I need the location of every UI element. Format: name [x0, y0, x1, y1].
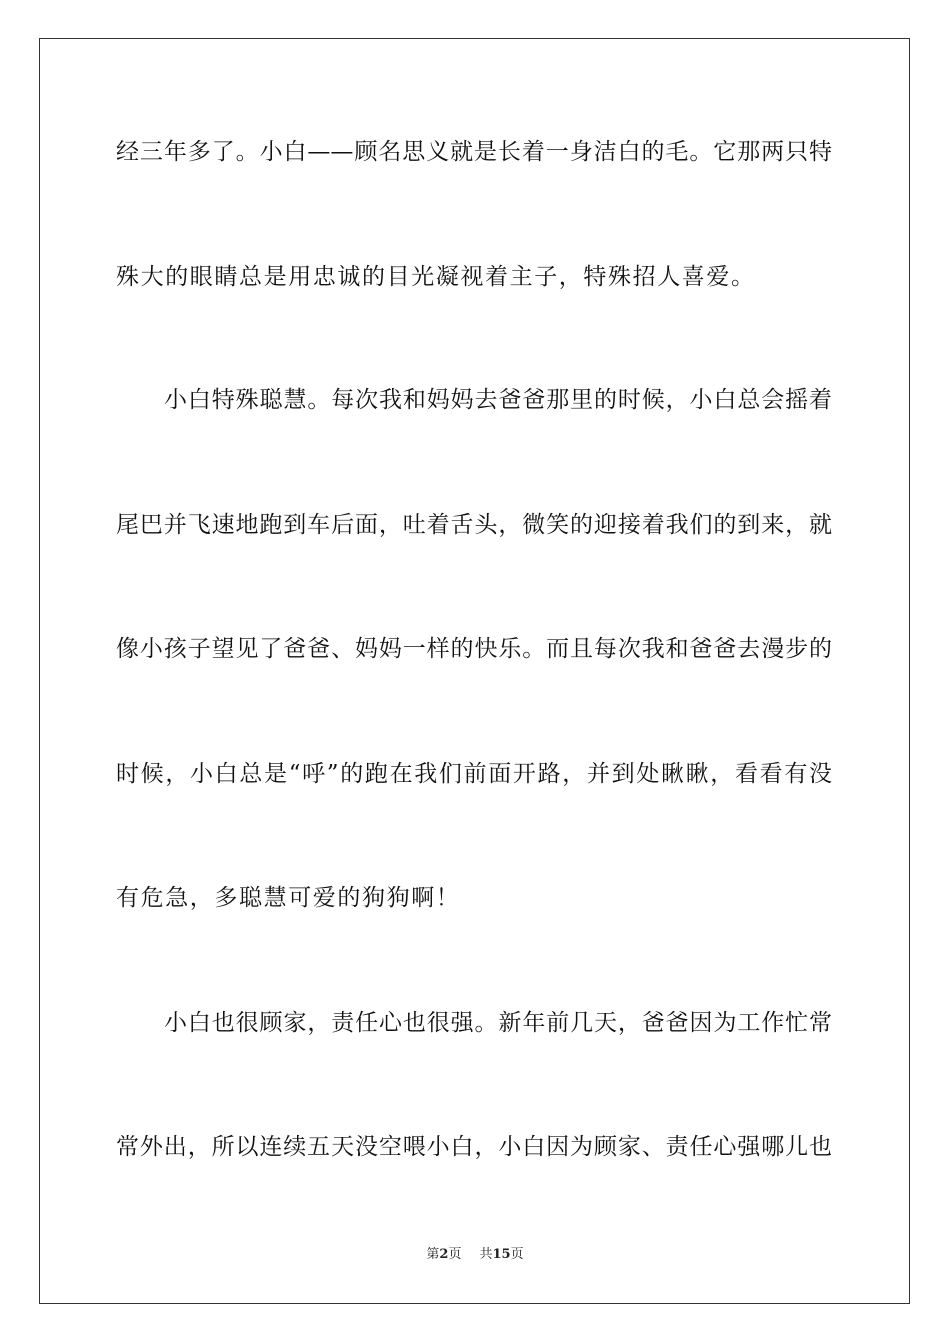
paragraph-line: 常外出，所以连续五天没空喂小白，小白因为顾家、责任心强哪儿也	[116, 1134, 832, 1160]
paragraph-line: 时候，小白总是“呼”的跑在我们前面开路，并到处瞅瞅，看看有没	[116, 761, 832, 787]
paragraph-line: 像小孩子望见了爸爸、妈妈一样的快乐。而且每次我和爸爸去漫步的	[116, 636, 832, 662]
total-suffix: 页	[510, 1247, 524, 1262]
page-border	[39, 38, 910, 1304]
paragraph-line: 经三年多了。小白——顾名思义就是长着一身洁白的毛。它那两只特	[116, 139, 832, 165]
paragraph-line: 小白特殊聪慧。每次我和妈妈去爸爸那里的时候，小白总会摇着	[164, 387, 832, 413]
page-suffix: 页	[448, 1247, 462, 1262]
page-prefix: 第	[426, 1247, 440, 1262]
total-pages: 15	[492, 1247, 511, 1262]
page-footer	[0, 1246, 950, 1264]
paragraph-line: 有危急，多聪慧可爱的狗狗啊！	[116, 885, 461, 911]
paragraph-line: 殊大的眼睛总是用忠诚的目光凝视着主子，特殊招人喜爱。	[116, 264, 756, 290]
paragraph-line: 小白也很顾家，责任心也很强。新年前几天，爸爸因为工作忙常	[164, 1010, 832, 1036]
paragraph-line: 尾巴并飞速地跑到车后面，吐着舌头，微笑的迎接着我们的到来，就	[116, 512, 832, 538]
total-prefix: 共	[479, 1247, 493, 1262]
page-number: 2	[439, 1247, 449, 1262]
